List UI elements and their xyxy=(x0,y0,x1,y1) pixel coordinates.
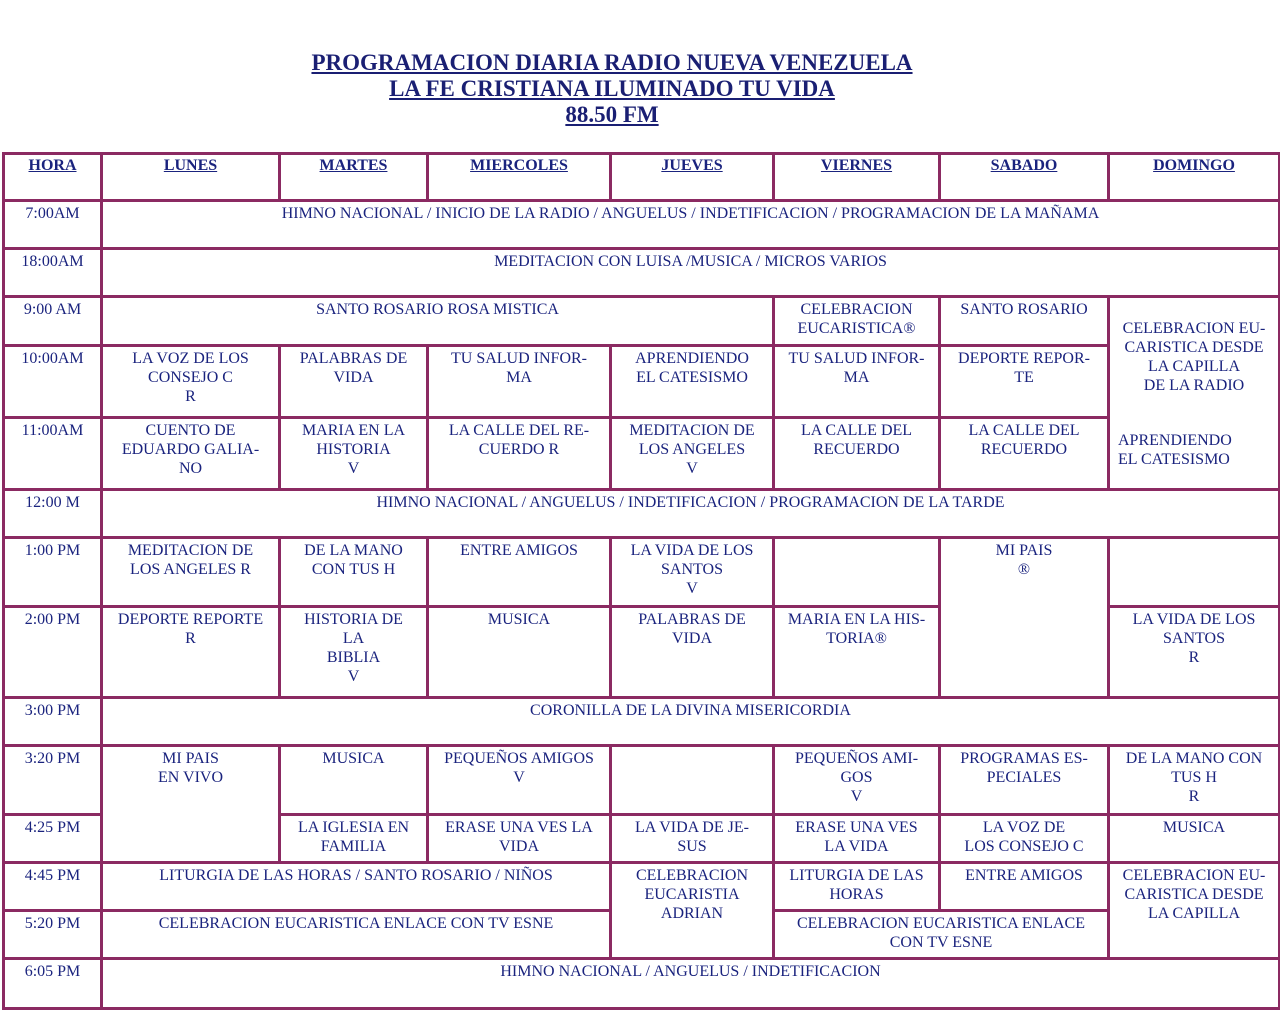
program-cell: MI PAIS EN VIVO xyxy=(102,746,280,863)
program-cell: HISTORIA DE LA BIBLIA V xyxy=(280,607,428,698)
program-cell: APRENDIENDO EL CATESISMO xyxy=(611,346,774,418)
time-cell: 6:05 PM xyxy=(4,959,102,1009)
time-cell: 11:00AM xyxy=(4,418,102,490)
schedule-row xyxy=(4,863,1280,911)
time-cell: 3:00 PM xyxy=(4,698,102,746)
schedule-row xyxy=(4,201,1280,249)
program-cell: LA VIDA DE JE- SUS xyxy=(611,815,774,863)
program-cell: LA CALLE DEL RE- CUERDO R xyxy=(428,418,611,490)
program-cell: MEDITACION DE LOS ANGELES R xyxy=(102,538,280,607)
time-cell: 2:00 PM xyxy=(4,607,102,698)
program-cell: LA CALLE DEL RECUERDO xyxy=(940,418,1109,490)
program-cell: PEQUEÑOS AMI- GOS V xyxy=(774,746,940,815)
time-cell: 9:00 AM xyxy=(4,297,102,346)
col-header-martes: MARTES xyxy=(280,154,428,201)
program-cell: CELEBRACION EUCARISTICA ENLACE CON TV ESNE xyxy=(774,911,1109,959)
col-header-sabado: SABADO xyxy=(940,154,1109,201)
program-cell: LITURGIA DE LAS HORAS / SANTO ROSARIO / NIÑOS xyxy=(102,863,611,911)
col-header-lunes: LUNES xyxy=(102,154,280,201)
time-cell: 7:00AM xyxy=(4,201,102,249)
schedule-row xyxy=(4,346,1280,418)
schedule-row xyxy=(4,959,1280,1009)
page-header xyxy=(0,50,1224,128)
program-cell: LA VOZ DE LOS CONSEJO C xyxy=(940,815,1109,863)
program-cell xyxy=(774,538,940,607)
program-cell: DE LA MANO CON TUS H xyxy=(280,538,428,607)
time-cell: 4:25 PM xyxy=(4,815,102,863)
program-cell: LA VOZ DE LOS CONSEJO C R xyxy=(102,346,280,418)
program-text: APRENDIENDO EL CATESISMO xyxy=(1118,432,1232,468)
program-cell xyxy=(1109,538,1280,607)
program-cell: MARIA EN LA HISTORIA V xyxy=(280,418,428,490)
program-cell: HIMNO NACIONAL / ANGUELUS / INDETIFICACION xyxy=(102,959,1280,1009)
program-cell: CELEBRACION EUCARISTIA ADRIAN xyxy=(611,863,774,959)
program-cell: DE LA MANO CON TUS H R xyxy=(1109,746,1280,815)
program-cell: TU SALUD INFOR- MA xyxy=(428,346,611,418)
time-cell: 10:00AM xyxy=(4,346,102,418)
program-cell: LA CALLE DEL RECUERDO xyxy=(774,418,940,490)
program-cell xyxy=(611,746,774,815)
program-cell: PALABRAS DE VIDA xyxy=(280,346,428,418)
program-cell: CELEBRACION EU- CARISTICA DESDE LA CAPILLA xyxy=(1109,863,1280,959)
col-header-miercoles: MIERCOLES xyxy=(428,154,611,201)
schedule-table xyxy=(2,152,1280,1010)
program-cell: MUSICA xyxy=(280,746,428,815)
schedule-row xyxy=(4,490,1280,538)
program-cell: ENTRE AMIGOS xyxy=(940,863,1109,911)
program-cell: LA IGLESIA EN FAMILIA xyxy=(280,815,428,863)
program-cell xyxy=(1109,297,1280,490)
program-cell: MEDITACION CON LUISA /MUSICA / MICROS VARIOS xyxy=(102,249,1280,297)
program-cell: LA VIDA DE LOS SANTOS R xyxy=(1109,607,1280,698)
program-text: CELEBRACION EU- CARISTICA DESDE LA CAPILLA DE LA RADIO xyxy=(1122,320,1266,394)
time-cell: 5:20 PM xyxy=(4,911,102,959)
program-cell: PROGRAMAS ES- PECIALES xyxy=(940,746,1109,815)
program-cell: SANTO ROSARIO xyxy=(940,297,1109,346)
program-cell: LA VIDA DE LOS SANTOS V xyxy=(611,538,774,607)
time-cell: 3:20 PM xyxy=(4,746,102,815)
program-cell: PEQUEÑOS AMIGOS V xyxy=(428,746,611,815)
col-header-viernes: VIERNES xyxy=(774,154,940,201)
header-title: PROGRAMACION DIARIA RADIO NUEVA VENEZUELA xyxy=(311,50,913,75)
schedule-row xyxy=(4,418,1280,490)
program-cell: MEDITACION DE LOS ANGELES V xyxy=(611,418,774,490)
header-subtitle: LA FE CRISTIANA ILUMINADO TU VIDA xyxy=(389,76,835,101)
program-cell: DEPORTE REPORTE R xyxy=(102,607,280,698)
schedule-row xyxy=(4,538,1280,607)
program-cell: PALABRAS DE VIDA xyxy=(611,607,774,698)
program-cell: SANTO ROSARIO ROSA MISTICA xyxy=(102,297,774,346)
time-cell: 18:00AM xyxy=(4,249,102,297)
program-cell: ERASE UNA VES LA VIDA xyxy=(428,815,611,863)
col-header-domingo: DOMINGO xyxy=(1109,154,1280,201)
header-frequency: 88.50 FM xyxy=(565,102,659,127)
program-cell: MARIA EN LA HIS- TORIA® xyxy=(774,607,940,698)
program-cell: CUENTO DE EDUARDO GALIA- NO xyxy=(102,418,280,490)
schedule-row xyxy=(4,249,1280,297)
col-header-jueves: JUEVES xyxy=(611,154,774,201)
schedule-row xyxy=(4,297,1280,346)
time-cell: 12:00 M xyxy=(4,490,102,538)
program-cell: TU SALUD INFOR- MA xyxy=(774,346,940,418)
program-cell: MUSICA xyxy=(1109,815,1280,863)
program-cell: HIMNO NACIONAL / ANGUELUS / INDETIFICACION / PROGRAMACION DE LA TARDE xyxy=(102,490,1280,538)
program-cell: CELEBRACION EUCARISTICA® xyxy=(774,297,940,346)
time-cell: 1:00 PM xyxy=(4,538,102,607)
program-cell: DEPORTE REPOR- TE xyxy=(940,346,1109,418)
day-header-row xyxy=(4,154,1280,201)
program-cell: MUSICA xyxy=(428,607,611,698)
program-cell: MI PAIS ® xyxy=(940,538,1109,698)
program-cell: HIMNO NACIONAL / INICIO DE LA RADIO / ANGUELUS / INDETIFICACION / PROGRAMACION DE LA MAÑAMA xyxy=(102,201,1280,249)
program-cell: CELEBRACION EUCARISTICA ENLACE CON TV ESNE xyxy=(102,911,611,959)
schedule-row xyxy=(4,698,1280,746)
time-cell: 4:45 PM xyxy=(4,863,102,911)
program-cell: ENTRE AMIGOS xyxy=(428,538,611,607)
program-cell: ERASE UNA VES LA VIDA xyxy=(774,815,940,863)
schedule-row xyxy=(4,746,1280,815)
program-cell: CORONILLA DE LA DIVINA MISERICORDIA xyxy=(102,698,1280,746)
program-cell: LITURGIA DE LAS HORAS xyxy=(774,863,940,911)
col-header-hora: HORA xyxy=(4,154,102,201)
